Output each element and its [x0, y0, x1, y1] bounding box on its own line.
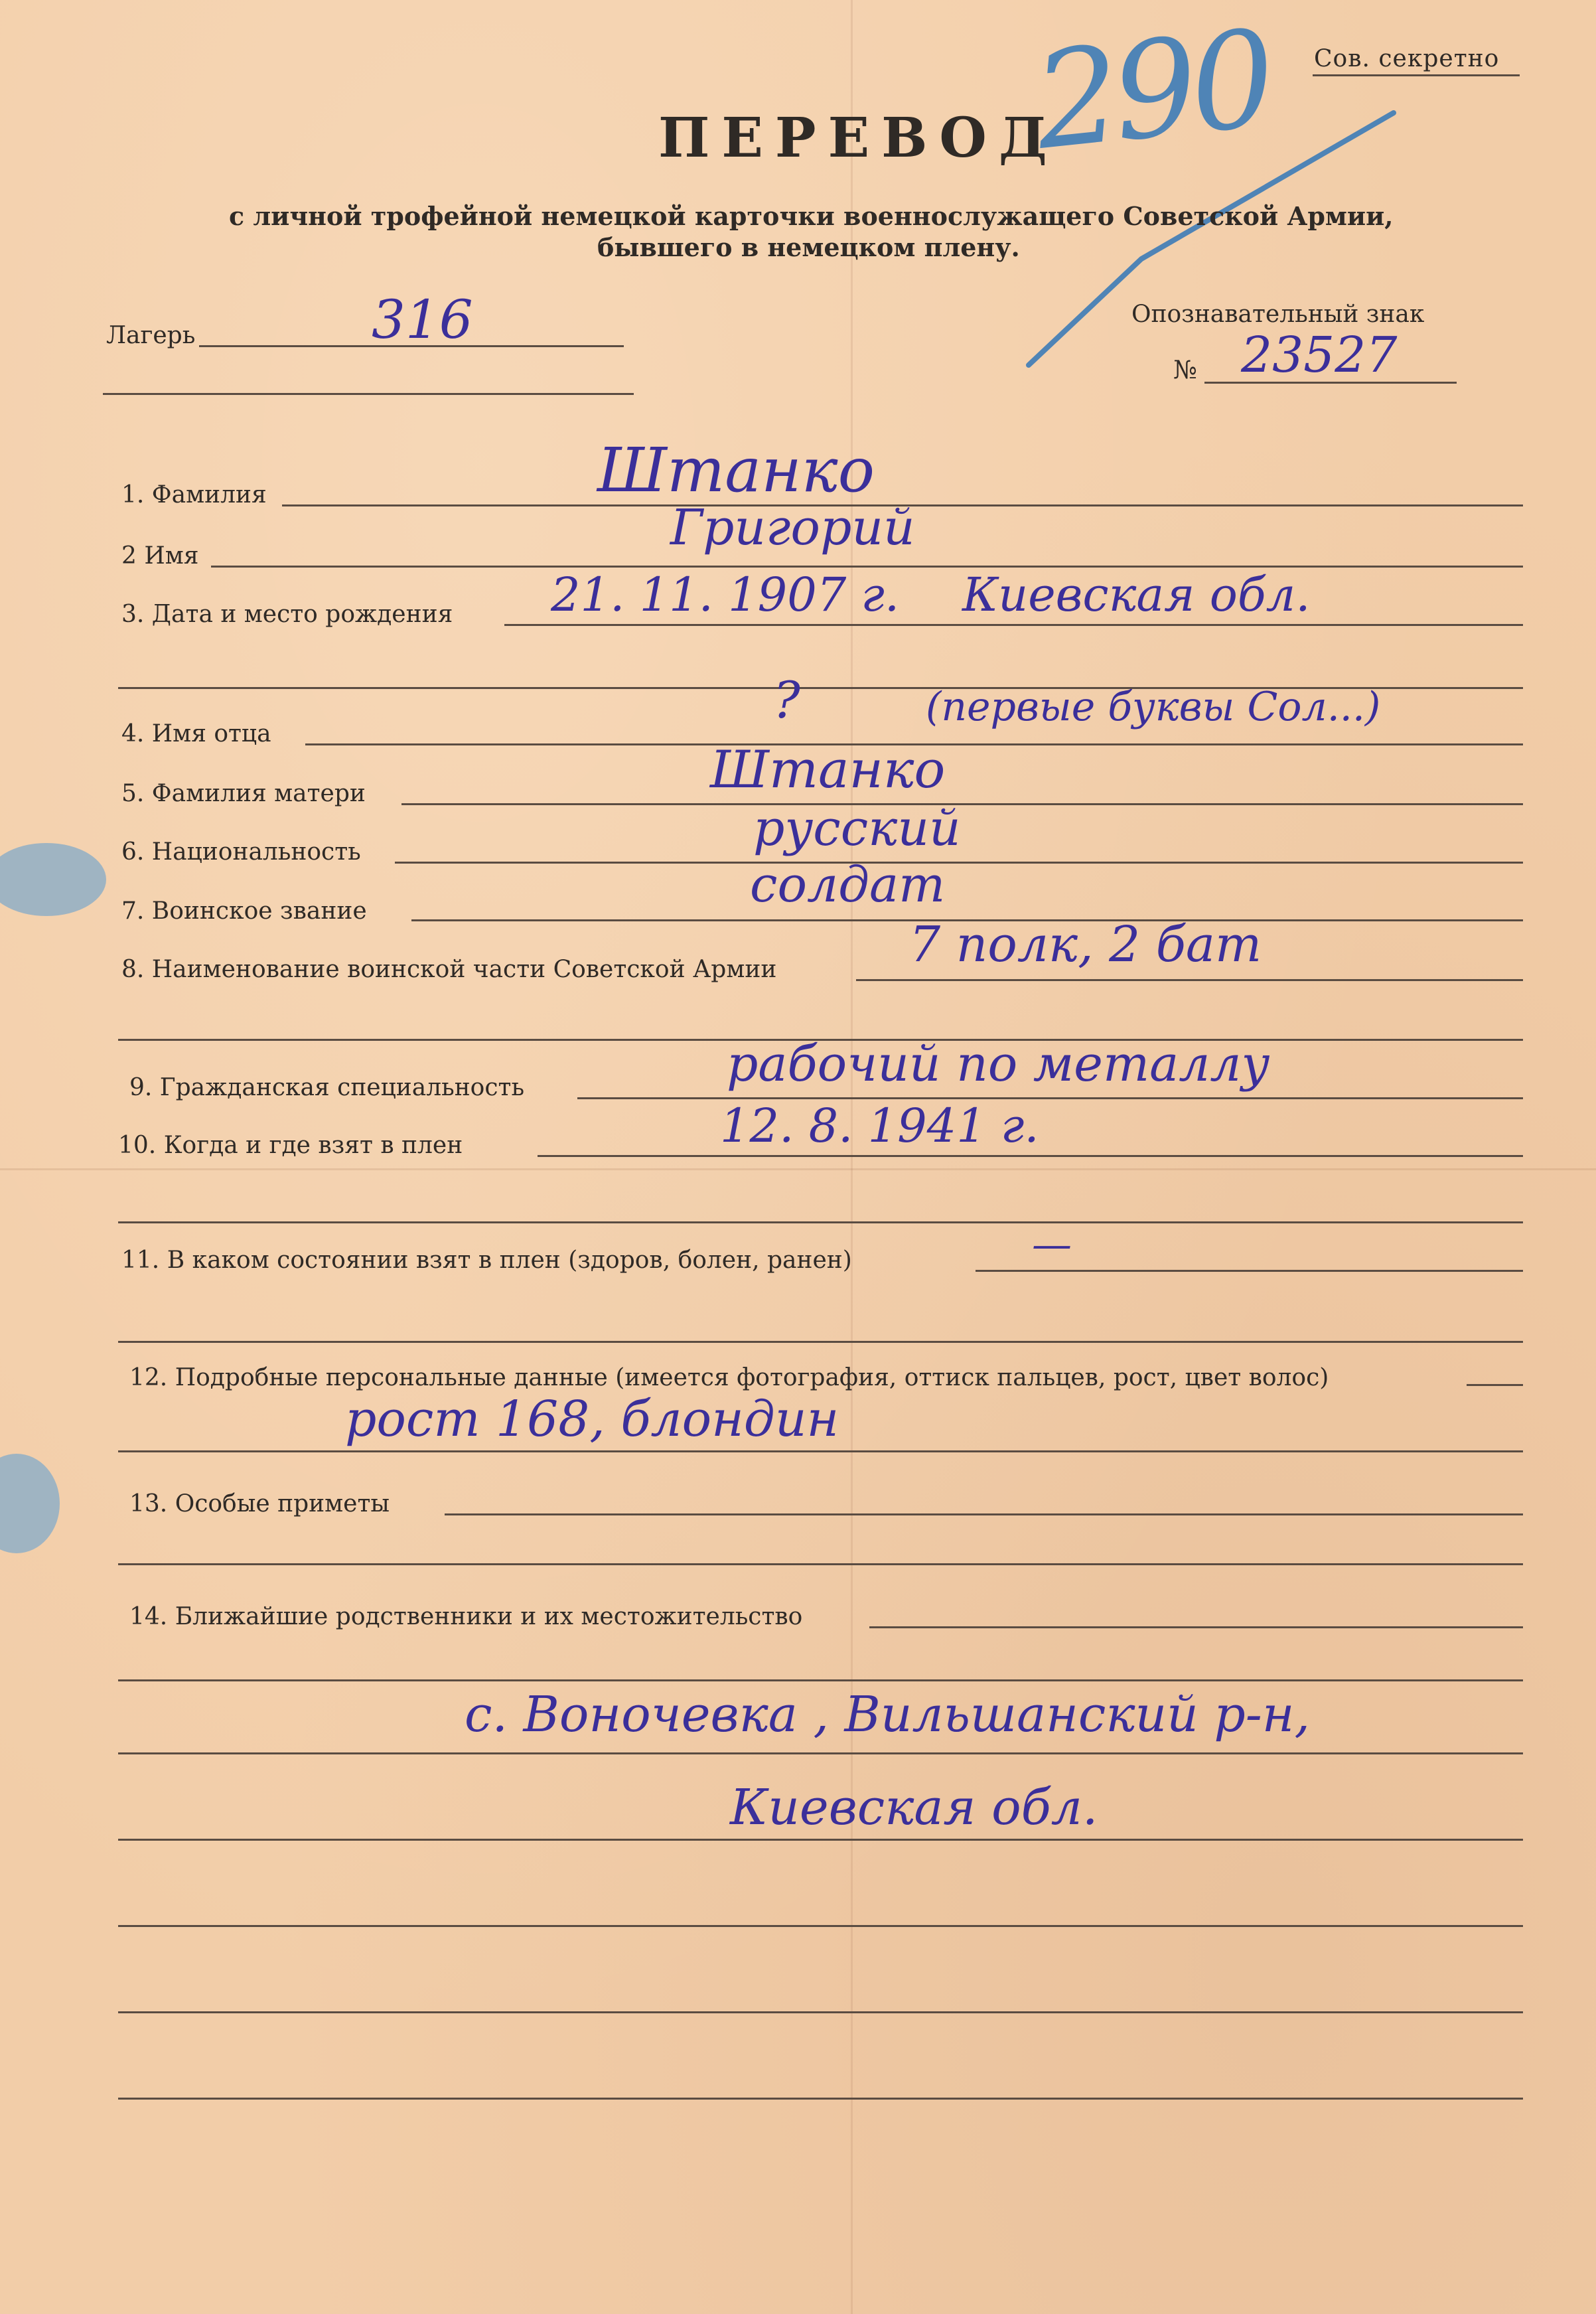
field-9-line — [577, 1097, 1523, 1099]
blank-line — [118, 2098, 1523, 2100]
field-6-value: русский — [753, 800, 961, 857]
classification-underline — [1313, 74, 1520, 76]
id-tag-value: 23527 — [1241, 327, 1398, 384]
field-1-label: 1. Фамилия — [121, 481, 267, 508]
field-9-label: 9. Гражданская специальность — [129, 1074, 525, 1101]
field-14-line-3 — [118, 1752, 1523, 1754]
field-2-label: 2 Имя — [121, 542, 199, 570]
field-1-value: Штанко — [597, 435, 875, 506]
field-14-value-line1: с. Воночевка , Вильшанский р-н, — [465, 1686, 1311, 1743]
field-8-value: 7 полк, 2 бат — [909, 916, 1262, 973]
field-13-label: 13. Особые приметы — [129, 1490, 390, 1517]
field-13-line-2 — [118, 1563, 1523, 1565]
stamp-number: 290 — [1027, 1, 1276, 180]
classification-label: Сов. секретно — [1314, 45, 1500, 72]
field-10-value: 12. 8. 1941 г. — [720, 1099, 1039, 1153]
field-8-line — [856, 979, 1523, 981]
field-3-date: 21. 11. 1907 г. — [551, 568, 900, 622]
document-subtitle-line1: с личной трофейной немецкой карточки военнослужащего Советской Армии, — [229, 201, 1394, 231]
field-12-line-2 — [118, 1450, 1523, 1452]
field-5-label: 5. Фамилия матери — [121, 780, 366, 807]
field-13-line — [445, 1513, 1523, 1515]
field-14-value-line2: Киевская обл. — [730, 1779, 1098, 1836]
field-10-line — [538, 1155, 1523, 1157]
camp-label: Лагерь — [106, 322, 196, 349]
blank-line — [118, 1925, 1523, 1927]
field-4-label: 4. Имя отца — [121, 720, 271, 747]
field-10-label: 10. Когда и где взят в плен — [118, 1132, 463, 1159]
field-8-label: 8. Наименование воинской части Советской Армии — [121, 956, 777, 983]
field-11-line-2 — [118, 1341, 1523, 1343]
field-9-value: рабочий по металлу — [727, 1036, 1270, 1093]
field-4-value: ? — [773, 670, 800, 730]
field-5-value: Штанко — [710, 740, 946, 800]
id-tag-number-label: № — [1173, 355, 1197, 384]
field-14-line-2 — [118, 1679, 1523, 1681]
field-11-value: — — [1032, 1221, 1072, 1268]
field-4-note: (первые буквы Сол...) — [926, 684, 1381, 730]
field-5-line — [401, 803, 1523, 805]
field-7-label: 7. Воинское звание — [121, 897, 367, 925]
field-14-label: 14. Ближайшие родственники и их местожительство — [129, 1603, 803, 1630]
field-3-label: 3. Дата и место рождения — [121, 601, 453, 628]
blank-line — [118, 1839, 1523, 1841]
field-2-value: Григорий — [670, 499, 915, 556]
paper-fold-vertical — [851, 0, 853, 2314]
field-11-label: 11. В каком состоянии взят в плен (здоров, болен, ранен) — [121, 1247, 852, 1274]
field-12-label: 12. Подробные персональные данные (имеется фотография, оттиск пальцев, рост, цвет волос) — [129, 1364, 1329, 1391]
camp-value: 316 — [372, 289, 473, 350]
field-12-line — [1467, 1384, 1523, 1386]
field-6-label: 6. Национальность — [121, 838, 361, 866]
field-14-line — [869, 1626, 1523, 1628]
blank-line — [118, 2011, 1523, 2013]
id-tag-label: Опознавательный знак — [1131, 301, 1425, 328]
field-12-value: рост 168, блондин — [345, 1391, 839, 1448]
punch-hole-lower — [0, 1454, 60, 1553]
field-3-line — [504, 624, 1523, 626]
field-7-value: солдат — [750, 856, 946, 913]
field-3-place: Киевская обл. — [962, 568, 1311, 622]
field-6-line — [395, 862, 1523, 864]
paper-fold-horizontal — [0, 1168, 1596, 1170]
field-11-line — [976, 1270, 1523, 1272]
document-subtitle-line2: бывшего в немецком плену. — [597, 232, 1020, 262]
field-10-line-2 — [118, 1221, 1523, 1223]
punch-hole-upper — [0, 843, 106, 916]
document-title: ПЕРЕВОД — [658, 106, 1059, 170]
camp-line-2 — [103, 393, 634, 395]
